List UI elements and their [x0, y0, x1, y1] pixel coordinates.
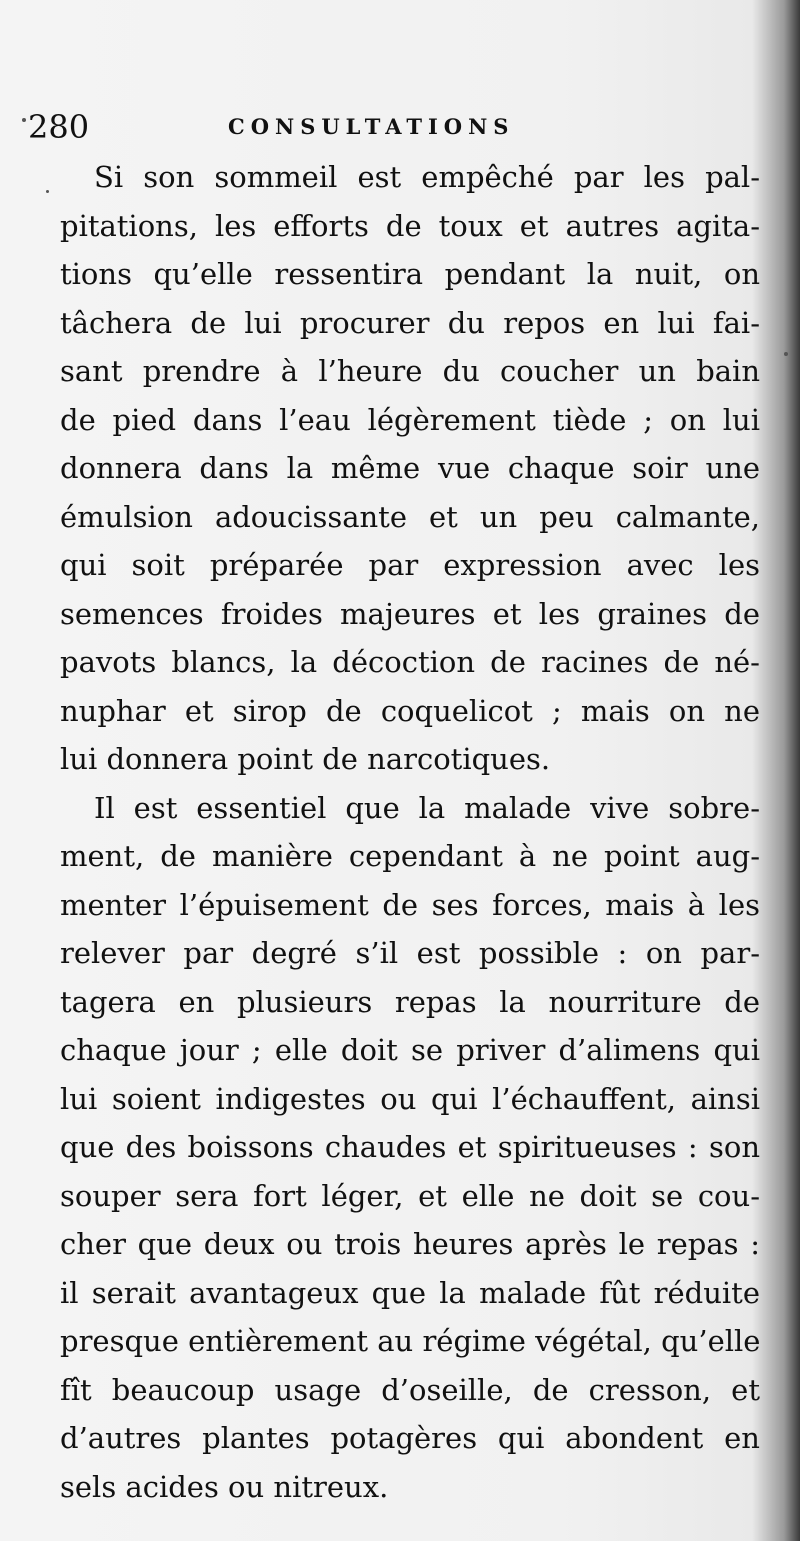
- text-line: émulsion adoucissante et un peu calmante,: [60, 499, 760, 534]
- text-line: sant prendre à l’heure du coucher un bain: [60, 354, 760, 388]
- text-line: il serait avantageux que la malade fût réduite: [60, 1275, 760, 1310]
- text-line: cher que deux ou trois heures après le repas :: [60, 1227, 760, 1261]
- text-line: lui soient indigestes ou qui l’échauffent, ainsi: [60, 1081, 760, 1116]
- ink-speck: [784, 352, 788, 356]
- text-line: Il est essentiel que la malade vive sobre-: [94, 790, 760, 825]
- paragraph: [60, 784, 760, 1512]
- text-line: Si son sommeil est empêché par les pal-: [94, 160, 760, 194]
- paragraph: [60, 153, 760, 784]
- ink-speck: [22, 118, 26, 122]
- page-number: 280: [28, 108, 90, 146]
- text-line: lui donnera point de narcotiques.: [60, 742, 551, 776]
- text-line: semences froides majeures et les graines de: [60, 596, 760, 631]
- text-line: d’autres plantes potagères qui abondent en: [60, 1421, 760, 1455]
- text-line: relever par degré s’il est possible : on par-: [60, 936, 760, 970]
- text-line: souper sera fort léger, et elle ne doit se cou-: [60, 1178, 760, 1213]
- text-line: fît beaucoup usage d’oseille, de cresson, et: [60, 1372, 760, 1407]
- text-line: ment, de manière cependant à ne point aug-: [60, 839, 760, 873]
- body-text: [60, 153, 760, 1511]
- ink-speck: [46, 190, 49, 193]
- text-line: que des boissons chaudes et spiritueuses : son: [60, 1130, 760, 1164]
- text-line: tâchera de lui procurer du repos en lui fai-: [60, 305, 760, 340]
- text-line: donnera dans la même vue chaque soir une: [60, 451, 760, 485]
- text-line: de pied dans l’eau légèrement tiède ; on lui: [60, 402, 760, 437]
- text-line: sels acides ou nitreux.: [60, 1469, 389, 1504]
- text-line: presque entièrement au régime végétal, qu’elle: [60, 1324, 761, 1358]
- text-line: chaque jour ; elle doit se priver d’alimens qui: [60, 1033, 760, 1067]
- text-line: tions qu’elle ressentira pendant la nuit, on: [60, 257, 760, 291]
- text-line: pavots blancs, la décoction de racines de né-: [60, 645, 760, 679]
- page-header: [28, 104, 588, 150]
- text-line: tagera en plusieurs repas la nourriture de: [60, 984, 760, 1019]
- text-line: nuphar et sirop de coquelicot ; mais on ne: [60, 693, 760, 728]
- running-head: CONSULTATIONS: [228, 114, 515, 139]
- text-line: qui soit préparée par expression avec les: [60, 548, 760, 582]
- text-line: menter l’épuisement de ses forces, mais à les: [60, 887, 760, 922]
- text-line: pitations, les efforts de toux et autres agita-: [60, 208, 760, 243]
